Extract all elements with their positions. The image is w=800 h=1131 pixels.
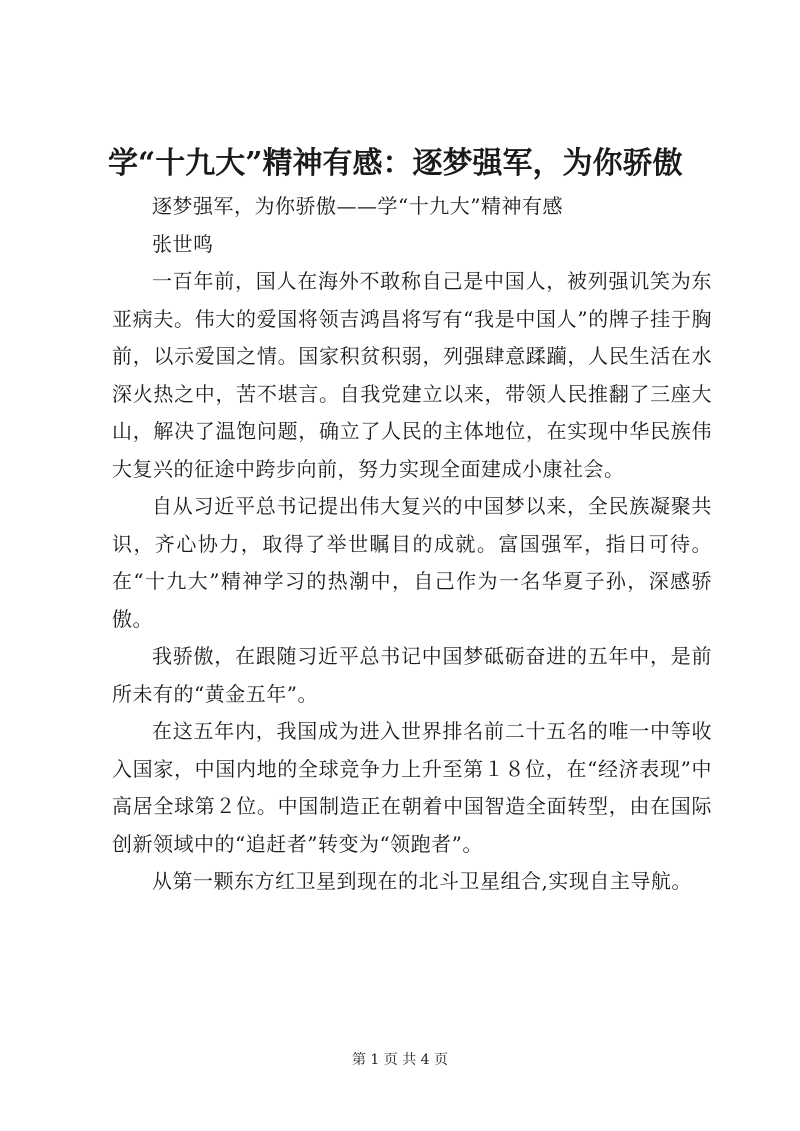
document-body <box>112 188 712 901</box>
document-title: 学“十九大”精神有感：逐梦强军，为你骄傲 <box>108 146 683 181</box>
author-line: 张世鸣 <box>152 231 214 256</box>
paragraph-1: 一百年前，国人在海外不敢称自己是中国人，被列强讥笑为东亚病夫。伟大的爱国将领吉鸿昌将写有“我是中国人”的牌子挂于胸前，以示爱国之情。国家积贫积弱，列强肆意蹂躏，人民生活在水深火热之中，苦不堪言。自我党建立以来，带领人民推翻了三座大山，解决了温饱问题，确立了人民的主体地位，在实现中华民族伟大复兴的征途中跨步向前，努力实现全面建成小康社会。 <box>112 269 712 481</box>
paragraph-4: 在这五年内，我国成为进入世界排名前二十五名的唯一中等收入国家，中国内地的全球竞争力上升至第１８位，在“经济表现”中高居全球第２位。中国制造正在朝着中国智造全面转型，由在国际创新领域中的“追赶者”转变为“领跑者”。 <box>112 719 712 856</box>
subtitle-line: 逐梦强军，为你骄傲——学“十九大”精神有感 <box>152 194 563 218</box>
paragraph-5: 从第一颗东方红卫星到现在的北斗卫星组合,实现自主导航。 <box>152 869 692 893</box>
paragraph-2: 自从习近平总书记提出伟大复兴的中国梦以来，全民族凝聚共识，齐心协力，取得了举世瞩目的成就。富国强军，指日可待。在“十九大”精神学习的热潮中，自己作为一名华夏子孙，深感骄傲。 <box>112 494 712 631</box>
paragraph-3: 我骄傲，在跟随习近平总书记中国梦砥砺奋进的五年中，是前所未有的“黄金五年”。 <box>112 644 712 706</box>
page-footer: 第 1 页 共 4 页 <box>351 1052 449 1068</box>
